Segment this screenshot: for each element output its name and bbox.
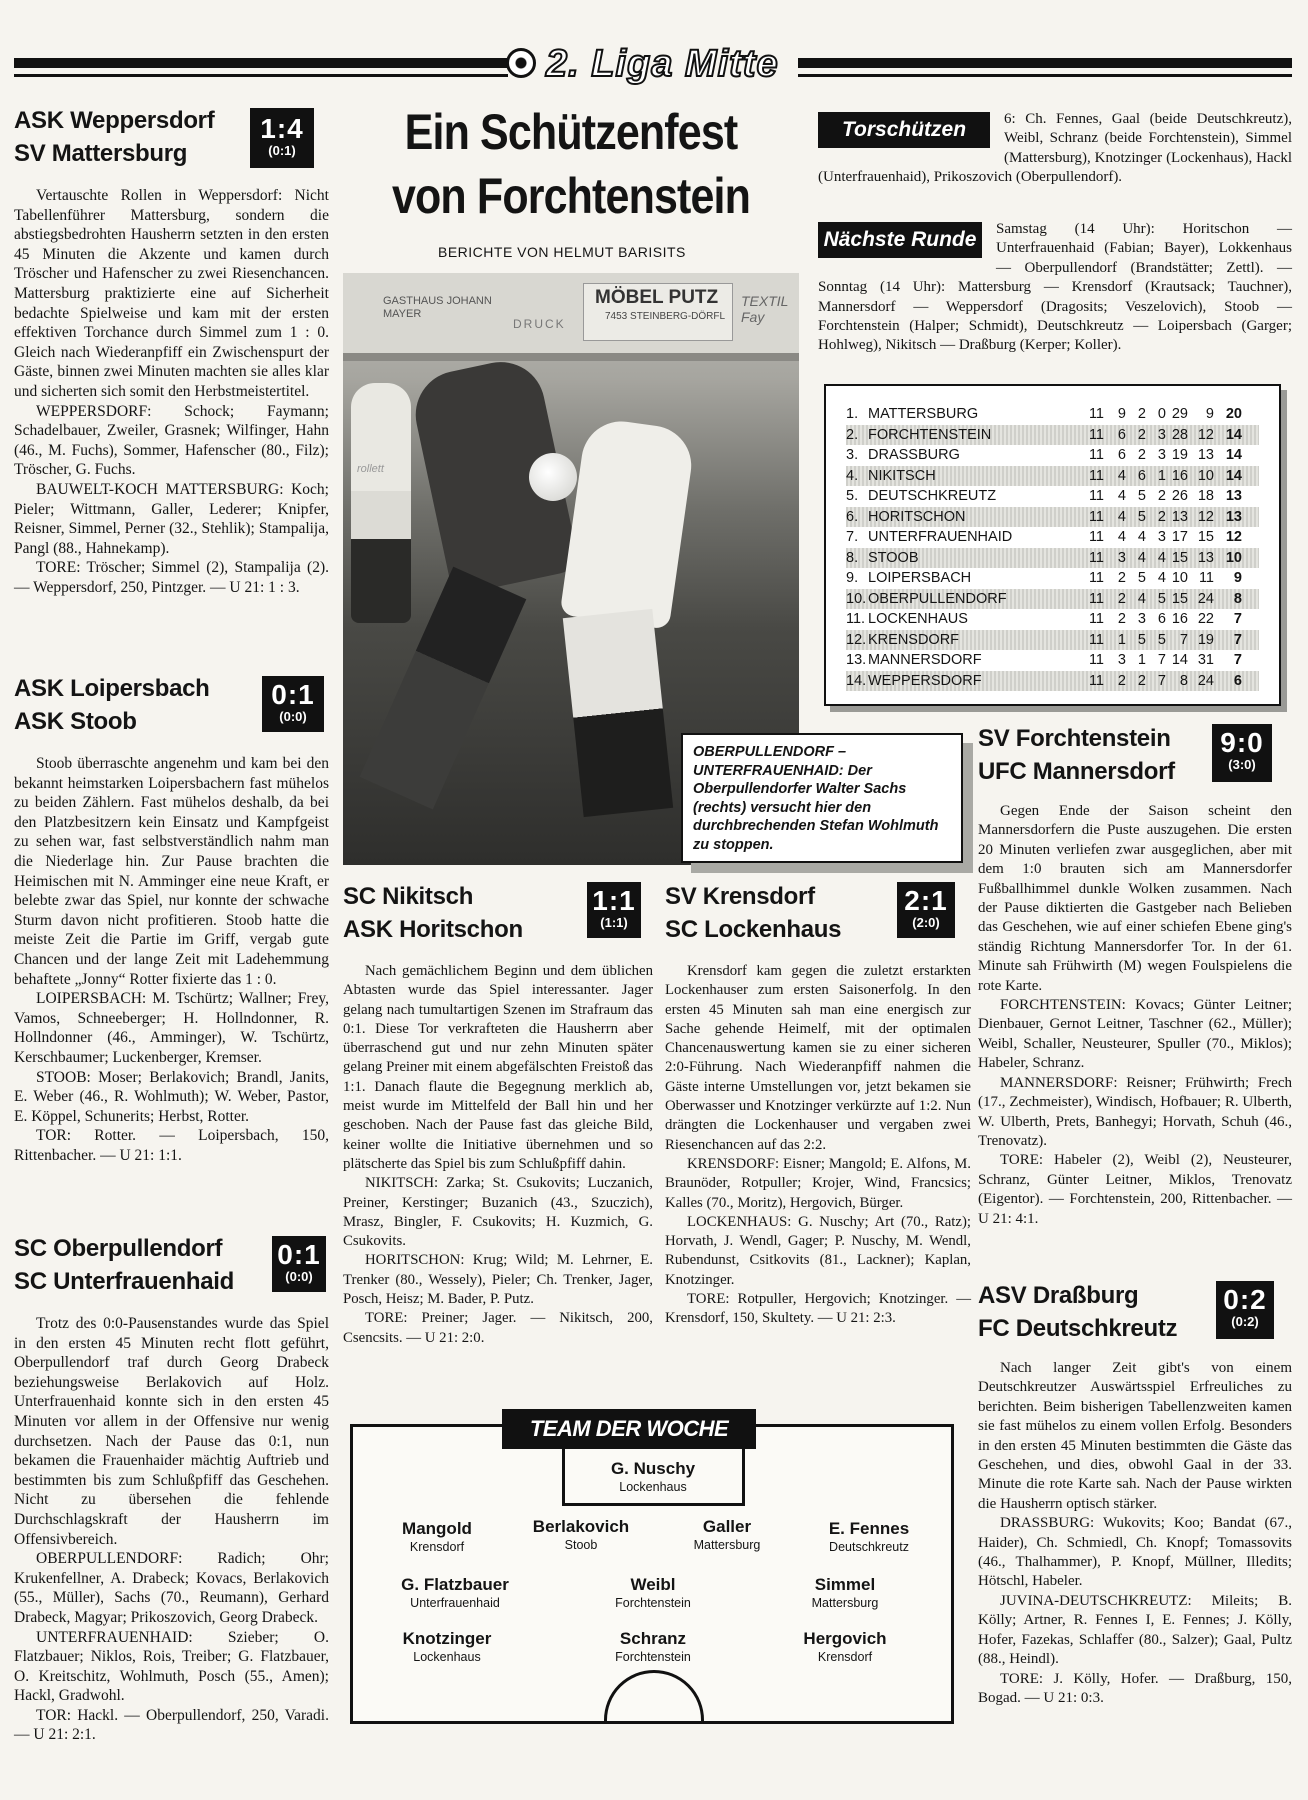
headline [343,100,799,228]
table-cell-pts: 10 [1225,549,1242,566]
next-round [818,220,1292,356]
header-rule-left-thin [14,74,508,77]
away-team: FC Deutschkreutz [978,1315,1178,1342]
table-cell-n: 4 [1157,570,1166,586]
player-club: Deutschkreutz [829,1540,909,1554]
table-cell-u: 2 [1137,426,1146,443]
goals-line: TOR: Rotter. — Loipersbach, 150, Rittenbacher. — U 21: 1:1. [14,1127,329,1164]
table-cell-n: 7 [1157,672,1166,689]
final-score: 0:1 [277,1239,321,1270]
table-row [846,589,1259,610]
table-cell-sp: 11 [1088,570,1104,586]
lineup-home: OBERPULLENDORF: Radich; Ohr; Krukenfellner, A. Drabeck; Kovacs, Berlakovich (55., Müller), Sachs (70., Reumann), Gerhard Drabeck, Magyar; Prikoszovich, Georg Drabeck. [14,1550,329,1626]
table-cell-s: 3 [1117,652,1126,668]
ad-board-moebel-title: MÖBEL PUTZ [595,287,719,308]
report-text: Krensdorf kam gegen die zuletzt erstarkten Lockenhauser zum ersten Saisonerfolg. In den ersten 45 Minuten sah man eine energisch zur Sache gehende Heimelf, mit der optimalen Chancenauswertung kamen sie zu einer sicheren 2:0-Führung. Nach Wiederanpfiff nahmen die Gäste interne Umstellungen vor, jetzt bekamen sie Oberwasser und Knotzinger verkürzte auf 1:2. Nun drängten die Lockenhauser und vergaben zwei Riesenchancen auf das 2:2. [665,963,971,1153]
next-round-text: Samstag (14 Uhr): Horitschon — Unterfrauenhaid (Fabian; Bayer), Lokkenhaus — Oberpullendorf (Brandstätter; Zettl). — Sonntag (14 Uhr): Mattersburg — Krensdorf (Krautsack; Tauchner), Mannersdorf — Weppersdorf (Dragosits; Veszelovich), Stoob — Forchtenstein (Halper; Schmidt), Deutschkreutz — Loipersbach (Garger; Hohlweg), Nikitsch — Draßburg (Kerper; Koller). [818,221,1292,354]
player-club: Mattersburg [811,1596,879,1610]
score-box [272,1236,326,1292]
player-name: G. Flatzbauer [401,1575,509,1594]
match-block [978,722,1292,1229]
table-cell-rank: 1. [846,406,859,422]
table-cell-gf: 16 [1171,467,1188,484]
table-row [846,466,1259,487]
match-block [14,1232,329,1745]
table-cell-pts: 13 [1225,508,1242,525]
lineup-home: WEPPERSDORF: Schock; Faymann; Schadelbauer, Zweiler, Grasnek; Wilfinger, Hahn (46., M. Fuchs), Sommer, Hafenscher (80., Filz); Tröscher, G. Fuchs. [14,402,329,479]
final-score: 1:4 [260,113,304,144]
byline: BERICHTE VON HELMUT BARISITS [438,244,686,260]
section-title: 2. Liga Mitte [546,43,779,85]
table-cell-s: 2 [1117,611,1126,627]
table-cell-n: 7 [1157,652,1166,668]
home-team: SV Forchtenstein [978,725,1171,752]
lineup-away: HORITSCHON: Krug; Wild; M. Lehrner, E. Trenker (80., Wessely), Pieler; Ch. Trenker, Jager, Posch, Heisz; M. Bader, P. Putz. [343,1252,653,1308]
away-team: SC Lockenhaus [665,916,842,943]
table-cell-team: STOOB [868,549,919,566]
table-cell-u: 5 [1137,570,1146,586]
table-cell-rank: 12. [846,631,867,648]
player-defender [496,1516,666,1553]
score-box [250,108,314,168]
table-cell-s: 2 [1117,672,1126,689]
half-time-score: (0:2) [1231,1314,1259,1329]
final-score: 2:1 [904,885,948,916]
table-cell-gf: 14 [1171,652,1188,668]
match-report [14,186,329,597]
table-cell-sp: 11 [1088,611,1104,627]
table-cell-ga: 15 [1197,529,1214,545]
table-cell-s: 1 [1117,631,1126,648]
table-cell-u: 2 [1137,672,1146,689]
table-cell-sp: 11 [1088,447,1104,463]
player-midfielder [568,1574,738,1611]
table-cell-rank: 6. [846,508,859,525]
table-cell-u: 4 [1137,529,1146,545]
table-cell-team: LOIPERSBACH [868,570,972,586]
table-cell-ga: 18 [1197,488,1214,504]
table-row [846,404,1259,425]
home-team: ASV Draßburg [978,1282,1139,1309]
away-team: UFC Mannersdorf [978,758,1175,785]
home-team: SC Oberpullendorf [14,1235,223,1262]
away-team: ASK Stoob [14,708,137,735]
table-cell-pts: 20 [1225,406,1242,422]
table-cell-ga: 11 [1198,570,1214,586]
table-cell-u: 4 [1137,590,1146,607]
table-cell-n: 5 [1157,631,1166,648]
goals-line: TORE: Tröscher; Simmel (2), Stampalija (2). — Weppersdorf, 250, Pintzger. — U 21: 1 : 3. [14,559,329,596]
lineup-away: MANNERSDORF: Reisner; Frühwirth; Frech (17., Zechmeister), Windisch, Hofbauer; R. Ulberth, W. Ulberth, Prets, Banhegyi; Horvath, Schuh (46., Trenovatz). [978,1074,1292,1149]
table-cell-ga: 31 [1197,652,1214,668]
home-team: ASK Loipersbach [14,675,210,702]
shirt-sponsor: rollett [357,463,384,475]
table-cell-s: 9 [1117,406,1126,422]
table-cell-pts: 14 [1225,467,1242,484]
player-goalkeeper [568,1458,738,1495]
player-club: Unterfrauenhaid [410,1596,500,1610]
table-cell-ga: 13 [1197,549,1214,566]
table-cell-rank: 5. [846,488,859,504]
ad-board-druck: DRUCK [513,317,566,331]
table-cell-s: 2 [1117,590,1126,607]
headline-line-1: Ein Schützenfest [404,104,738,160]
score-box [897,882,955,938]
table-cell-s: 6 [1117,426,1126,443]
table-cell-sp: 11 [1088,488,1104,504]
table-row [846,568,1259,589]
player-forward [568,1628,738,1665]
home-team: ASK Weppersdorf [14,107,215,134]
table-cell-gf: 28 [1171,426,1188,443]
headline-line-2: von Forchtenstein [391,168,751,224]
match-report [14,754,329,1165]
lineup-away: UNTERFRAUENHAID: Szieber; O. Flatzbauer; Niklos, Rois, Treiber; G. Flatzbauer, O. Kreitschitz, Wohlmuth, Posch (55., Amen); Hackl, Gradwohl. [14,1628,329,1705]
table-cell-ga: 24 [1197,672,1214,689]
player-club: Krensdorf [817,1650,873,1664]
ad-board-textil: TEXTIL Fay [741,293,789,325]
ad-board-moebel-sub: 7453 STEINBERG-DÖRFL [605,311,726,322]
table-cell-gf: 10 [1171,570,1188,586]
player-club: Mattersburg [693,1538,761,1552]
team-of-week-title: TEAM DER WOCHE [502,1409,756,1449]
table-cell-u: 6 [1137,467,1146,484]
final-score: 0:1 [271,679,315,710]
table-row [846,527,1259,548]
league-table-rows [846,404,1259,691]
report-text: Nach gemächlichem Beginn und dem üblichen Abtasten wurde das Spiel interessanter. Jager gelang nach tumultartigen Szenen im Strafraum das 0:1. Diese Tor verkrafteten die Hausherrn aber überraschend gut und nur zehn Minuten später gelang Preiner mit einem abgefälschten Freistoß das 1:1. Danach flaute die Begegnung merklich ab, meist wurde im Mittelfeld der Ball hin und her geschoben. Nach der Pause fast das gleiche Bild, keiner wollte die Initiative übernehmen und so plätscherte das Spiel bis zum Schlußpfiff dahin. [343,963,653,1172]
table-cell-u: 4 [1137,549,1146,566]
table-cell-pts: 7 [1233,631,1242,648]
player-defender [784,1518,954,1555]
match-block [14,672,329,1165]
goals-line: TORE: Preiner; Jager. — Nikitsch, 200, Csencsits. — U 21: 2:0. [343,1310,653,1346]
lineup-home: NIKITSCH: Zarka; St. Csukovits; Luczanich, Preiner, Kerstinger; Buzanich (43., Szuczich), Mrasz, Bingler, F. Csukovits; H. Kuzmich, G. Csukovits. [343,1175,653,1250]
lineup-home: DRASSBURG: Wukovits; Koo; Bandat (67., Haider), Ch. Schmiedl, Ch. Knopf; Tomassovits (46., Thalhammer), P. Knopf, Müllner, Illedits; Hötschl, Habeler. [978,1515,1292,1590]
match-report [14,1314,329,1745]
lineup-home: KRENSDORF: Eisner; Mangold; E. Alfons, M. Braunöder, Rotpuller; Krojer, Wind, Francsics; Kalles (70., Moritz), Hergovich, Bürger. [665,1155,971,1211]
table-cell-ga: 12 [1197,426,1214,443]
goals-line: TORE: Rotpuller, Hergovich; Knotzinger. — Krensdorf, 150, Skultety. — U 21: 2:3. [665,1291,971,1327]
table-cell-team: NIKITSCH [868,467,936,484]
photo-caption: OBERPULLENDORF – UNTERFRAUENHAID: Der Oberpullendorfer Walter Sachs (rechts) versucht hier den durchbrechenden Stefan Wohlmuth zu stoppen. [681,733,963,863]
player-legs [563,609,673,817]
final-score: 0:2 [1223,1284,1267,1315]
center-circle-clip [350,1670,954,1724]
table-row [846,548,1259,569]
table-cell-pts: 8 [1233,590,1242,607]
table-cell-sp: 11 [1088,549,1104,566]
player-club: Forchtenstein [615,1650,691,1664]
header-rule-right [798,58,1292,68]
table-cell-ga: 19 [1197,631,1214,648]
table-row [846,671,1259,692]
table-cell-rank: 9. [846,570,859,586]
table-cell-sp: 11 [1088,467,1104,484]
score-box [262,676,324,732]
table-cell-u: 2 [1137,447,1146,463]
match-block [978,1279,1292,1708]
table-cell-rank: 10. [846,590,867,607]
table-cell-n: 3 [1157,529,1166,545]
player-name: G. Nuschy [610,1459,696,1478]
table-cell-gf: 15 [1171,590,1188,607]
table-cell-team: LOCKENHAUS [868,611,968,627]
fence [343,353,799,361]
table-cell-n: 3 [1157,447,1166,463]
match-report [343,962,653,1348]
final-score: 1:1 [592,885,636,916]
league-table [824,384,1281,706]
match-report [978,802,1292,1229]
table-cell-rank: 13. [846,652,867,668]
table-cell-gf: 17 [1171,529,1188,545]
next-round-label: Nächste Runde [818,222,982,258]
table-cell-pts: 6 [1233,672,1242,689]
table-cell-rank: 2. [846,426,859,443]
score-box [1216,1281,1274,1339]
player-club: Krensdorf [409,1540,465,1554]
table-cell-ga: 22 [1197,611,1214,627]
table-cell-rank: 7. [846,529,859,545]
table-cell-sp: 11 [1088,529,1104,545]
report-text: Gegen Ende der Saison scheint den Mannersdorfern die Puste auszugehen. Die ersten 20 Minuten verliefen zwar ausgeglichen, aber mit dem 1:0 brauten sich am Mannersdorfer Fußballhimmel dunkle Wolken zusammen. Nach der Pause diktierten die Gastgeber nach Belieben das Geschehen, wie auf einer schiefen Ebene ging's ständig Richtung Mannersdorfer Tor. In der 61. Minute sah Frühwirth (M) wegen Foulspielens die rote Karte. [978,803,1292,994]
table-cell-gf: 16 [1171,611,1188,627]
table-cell-team: MATTERSBURG [868,406,979,422]
table-cell-u: 5 [1137,508,1146,525]
final-score: 9:0 [1220,727,1264,758]
table-cell-pts: 14 [1225,447,1242,463]
table-cell-team: MANNERSDORF [868,652,982,668]
table-cell-u: 5 [1137,631,1146,648]
lineup-away: STOOB: Moser; Berlakovich; Brandl, Janits, E. Weber (46., R. Wohlmuth); W. Weber, Pastor, E. Köppel, Schunerits; Herbst, Rotter. [14,1068,329,1125]
center-circle [604,1670,704,1724]
table-cell-pts: 12 [1225,529,1242,545]
top-scorers [818,110,1292,188]
score-box [587,882,641,938]
table-row [846,630,1259,651]
table-cell-pts: 13 [1225,488,1242,504]
player-midfielder [760,1574,930,1611]
home-team: SC Nikitsch [343,883,474,910]
table-cell-s: 6 [1117,447,1126,463]
table-cell-n: 4 [1157,549,1166,566]
ad-board-gasthaus: GASTHAUS JOHANN MAYER [383,295,492,320]
table-row [846,425,1259,446]
table-cell-rank: 14. [846,672,867,689]
table-cell-sp: 11 [1088,631,1104,648]
table-cell-team: OBERPULLENDORF [868,590,1007,607]
player-club: Lockenhaus [413,1650,481,1664]
table-cell-team: DEUTSCHKREUTZ [868,488,997,504]
table-cell-gf: 29 [1171,406,1188,422]
player-name: Mangold [402,1519,472,1538]
lineup-away: BAUWELT-KOCH MATTERSBURG: Koch; Pieler; Wittmann, Galler, Lederer; Knipfer, Reisner, Simmel, Perner (32., Stehlik); Stampalija, Pangl (88., Hahnekamp). [14,480,329,557]
player-club: Lockenhaus [619,1480,687,1494]
table-cell-u: 3 [1137,611,1146,627]
table-cell-team: FORCHTENSTEIN [868,426,992,443]
table-cell-u: 5 [1137,488,1146,504]
table-cell-n: 6 [1157,611,1166,627]
table-cell-ga: 10 [1197,467,1214,484]
table-cell-ga: 13 [1197,447,1214,463]
table-cell-ga: 12 [1197,508,1214,525]
report-text: Stoob überraschte angenehm und kam bei den bekannt heimstarken Loipersbachern fast mühelos zu beiden Zählern. Fast mühelos deshalb, da bei den Platzbesitzern kein Einsatz und Kampfgeist zu sehen war, fast selbstverständlich nahm man die Niederlage hin. Zur Pause brachten die Heimischen mit N. Amminger eine neue Kraft, er belebte zwar das Spiel, nur konnte der schwache Sturm davon nicht profitieren. Stoob hatte die meiste Zeit die Partie im Griff, vergab gute Chancen und der lange Zeit mit Ladehemmung behaftete „Jonny“ Rotter fixierte das 1 : 0. [14,755,329,988]
table-row [846,507,1259,528]
table-cell-team: WEPPERSDORF [868,672,982,689]
header-rule-left [14,58,508,68]
table-cell-sp: 11 [1088,652,1104,668]
player-name: Simmel [814,1575,876,1594]
player-forward [760,1628,930,1665]
player-background-figure [351,383,411,623]
lineup-home: LOIPERSBACH: M. Tschürtz; Wallner; Frey, Vamos, Schneeberger; H. Hollndonner, R. Hollndonner (46., Amminger), W. Tschürtz, Kerschbaumer; Luckenberger, Kremser. [14,990,329,1066]
table-cell-pts: 7 [1233,611,1242,627]
table-cell-pts: 14 [1225,426,1242,443]
table-cell-n: 0 [1157,406,1166,422]
match-report [978,1359,1292,1708]
table-cell-u: 2 [1137,406,1146,422]
table-cell-gf: 13 [1171,508,1188,525]
goals-line: TOR: Hackl. — Oberpullendorf, 250, Varadi. — U 21: 2:1. [14,1706,329,1744]
table-cell-rank: 4. [846,467,859,484]
match-block [343,880,653,1348]
table-cell-s: 3 [1117,549,1126,566]
table-row [846,486,1259,507]
table-cell-gf: 15 [1171,549,1188,566]
table-cell-sp: 11 [1088,672,1104,689]
table-cell-ga: 9 [1205,406,1214,422]
half-time-score: (2:0) [912,915,940,930]
lineup-away: JUVINA-DEUTSCHKREUTZ: Mileits; B. Kölly; Artner, R. Fennes I, E. Fennes; J. Kölly, Hofer, Fazekas, Schlaffer (80., Salzer); Gaal, Pultz (88., Heindl). [978,1592,1292,1668]
player-name: Galler [702,1517,752,1536]
half-time-score: (3:0) [1228,757,1256,772]
player-name: Weibl [630,1575,676,1594]
half-time-score: (0:1) [268,143,296,158]
table-cell-n: 2 [1157,488,1166,504]
lineup-away: LOCKENHAUS: G. Nuschy; Art (70., Ratz); Horvath, J. Wendl, Gager; P. Nuschy, M. Wendl, Rubendunst, Csitkovits (81., Lackner); Kaplan, Knotzinger. [665,1213,971,1288]
table-cell-ga: 24 [1197,590,1214,607]
player-name: E. Fennes [828,1519,910,1538]
player-white-shirt [560,416,697,629]
table-cell-s: 4 [1117,467,1126,484]
table-cell-n: 1 [1157,467,1166,484]
half-time-score: (0:0) [279,709,307,724]
table-cell-n: 2 [1157,508,1166,525]
table-cell-sp: 11 [1088,406,1104,422]
table-cell-s: 4 [1117,529,1126,545]
table-cell-u: 1 [1137,652,1146,668]
table-cell-rank: 3. [846,447,859,463]
player-club: Stoob [564,1538,598,1552]
away-team: ASK Horitschon [343,916,523,943]
lineup-home: FORCHTENSTEIN: Kovacs; Günter Leitner; Dienbauer, Gernot Leitner, Taschner (62., Müller); Weibl, Schaller, Neusteurer, Spuller (70., Miklos); Habeler, Schranz. [978,997,1292,1072]
table-row [846,650,1259,671]
player-name: Knotzinger [402,1629,492,1648]
header-rule-right-thin [798,74,1292,77]
ball-icon [529,453,577,501]
table-cell-gf: 26 [1171,488,1188,504]
table-cell-rank: 11. [846,611,866,627]
table-row [846,609,1259,630]
table-cell-sp: 11 [1088,508,1104,525]
player-name: Schranz [619,1629,687,1648]
table-cell-gf: 7 [1179,631,1188,648]
home-team: SV Krensdorf [665,883,815,910]
table-cell-team: KRENSDORF [868,631,960,648]
away-team: SC Unterfrauenhaid [14,1268,234,1295]
table-cell-pts: 9 [1233,570,1242,586]
table-cell-gf: 8 [1179,672,1188,689]
match-report [665,962,971,1329]
goals-line: TORE: Habeler (2), Weibl (2), Neusteurer, Schranz, Günter Leitner, Miklos, Trenovatz (Eigentor). — Forchtenstein, 200, Rittenbacher. — U 21: 4:1. [978,1152,1292,1227]
away-team: SV Mattersburg [14,140,188,167]
table-row [846,445,1259,466]
table-cell-sp: 11 [1088,426,1104,443]
player-name: Berlakovich [532,1517,630,1536]
report-text: Trotz des 0:0-Pausenstandes wurde das Spiel in den ersten 45 Minuten recht flott geführt, Oberpullendorf traf durch Georg Drabeck beziehungsweise Berlakovich auf Holz. Unterfrauenhaid konnte sich in den ersten 45 Minuten vor allem in der Offensive nur wenig durchsetzen. Nach der Pause das 0:1, nun bekamen die Frauenhaider mächtig Auftrieb und bestimmten bis zum Schlußpfiff das Geschehen. Nicht zu übersehen die fehlende Durchschlagskraft der Hausherrn im Offensivbereich. [14,1315,329,1548]
table-cell-gf: 19 [1171,447,1188,463]
player-club: Forchtenstein [615,1596,691,1610]
table-cell-team: DRASSBURG [868,447,960,463]
table-cell-rank: 8. [846,549,859,566]
table-cell-team: HORITSCHON [868,508,966,525]
half-time-score: (0:0) [285,1269,313,1284]
goals-line: TORE: J. Kölly, Hofer. — Draßburg, 150, Bogad. — U 21: 0:3. [978,1670,1292,1706]
match-block [665,880,971,1329]
player-name: Hergovich [803,1629,887,1648]
table-cell-pts: 7 [1233,652,1242,668]
table-cell-s: 4 [1117,488,1126,504]
report-text: Vertauschte Rollen in Weppersdorf: Nicht Tabellenführer Mattersburg, sondern die abstiegsbedrohten Hausherrn setzten in den ersten 45 Minuten die Akzente und kamen durch Tröscher und Hafenscher zu zwei Riesenchancen. Mattersburg praktizierte eine auf Sicherheit bedachte Spielweise und kam mit der ersten effektiven Torchance durch Simmel zum 1 : 0. Gleich nach Wiederanpfiff ein Zwischenspurt der Gäste, binnen zwei Minuten machten sie alles klar und sicherten sich somit den Herbstmeistertitel. [14,187,329,400]
table-cell-team: UNTERFRAUENHAID [868,529,1013,545]
top-scorers-text: 6: Ch. Fennes, Gaal (beide Deutschkreutz), Weibl, Schranz (beide Forchtenstein), Simmel (Mattersburg), Knotzinger (Lockenhaus), Hackl (Unterfrauenhaid), Prikoszovich (Oberpullendorf). [818,111,1292,186]
table-cell-n: 5 [1157,590,1166,607]
report-text: Nach langer Zeit gibt's von einem Deutschkreutzer Auswärtsspiel Erfreuliches zu berichten. Beim bisherigen Tabellenzweiten kamen sie fast mühelos zu einem vollen Erfolg. Besonders in den ersten 45 Minuten bestimmten die Gäste das Geschehen, und dies, obwohl Gaal in der 33. Minute die rote Karte sah. Nach der Pause wirkten die Hausherrn optisch stärker. [978,1360,1292,1512]
match-block [14,104,329,597]
half-time-score: (1:1) [600,915,628,930]
table-cell-s: 2 [1117,570,1126,586]
table-cell-n: 3 [1157,426,1166,443]
table-cell-s: 4 [1117,508,1126,525]
player-forward [362,1628,532,1665]
top-scorers-label: Torschützen [818,112,990,148]
table-cell-sp: 11 [1088,590,1104,607]
player-midfielder [370,1574,540,1611]
score-box [1212,724,1272,782]
